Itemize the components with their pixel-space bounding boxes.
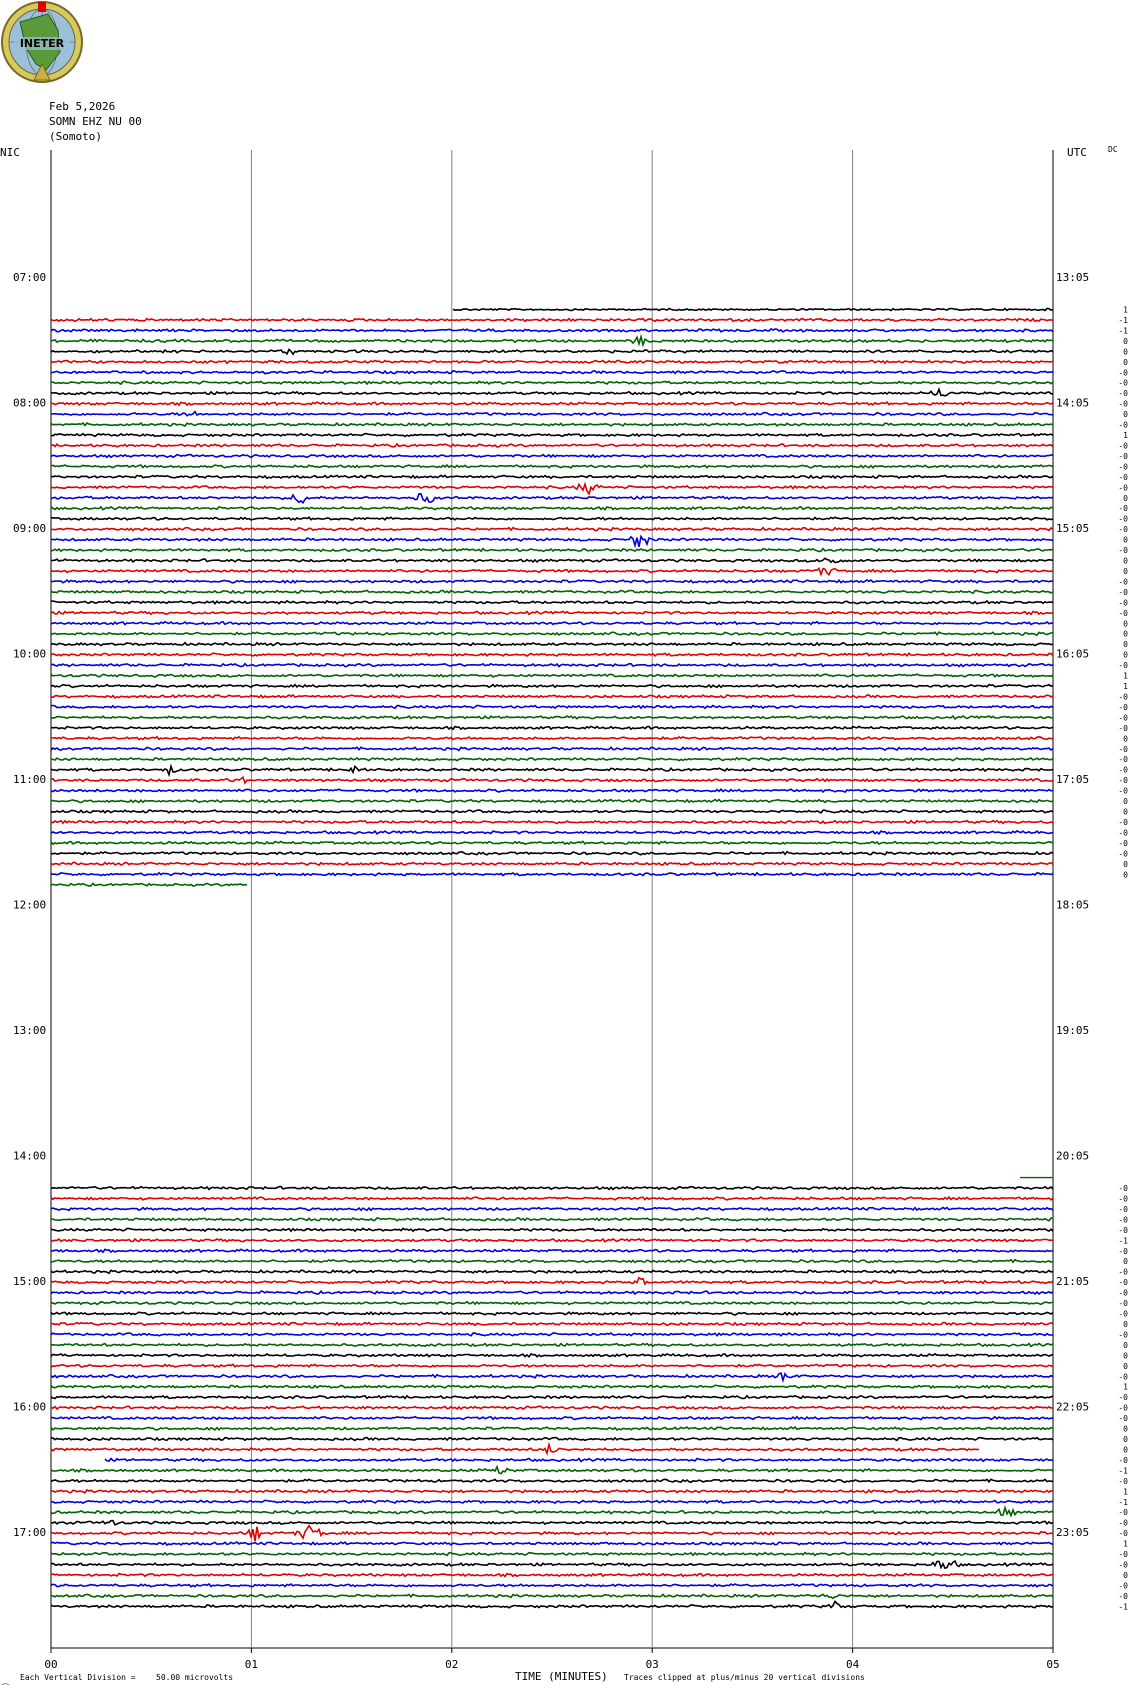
x-tick-label: 01 [244,1658,259,1671]
waveform-trace [51,412,1053,416]
hour-label-utc: 16:05 [1056,647,1090,661]
dc-offset-label: 1 [1123,431,1128,440]
waveform-trace [51,1594,1053,1598]
dc-offset-label: -0 [1118,525,1128,535]
hour-label-utc: 17:05 [1056,773,1090,786]
hour-label-local: 13:00 [13,1024,47,1037]
waveform-trace [51,747,1053,750]
waveform-trace [51,685,1053,688]
dc-offset-label: -1 [1118,1236,1128,1246]
dc-offset-label: -0 [1118,451,1128,461]
waveform-trace [51,873,1053,876]
dc-offset-label: 0 [1123,629,1128,639]
dc-offset-label: -0 [1118,441,1128,451]
dc-offset-label: 0 [1123,535,1128,545]
hour-label-utc: 20:05 [1056,1149,1090,1163]
dc-offset-label: -0 [1118,838,1128,848]
hour-label-utc: 19:05 [1056,1024,1090,1037]
waveform-trace [51,319,1053,322]
waveform-trace [51,402,1053,405]
dc-offset-label: -0 [1118,849,1128,859]
x-tick-label: 00 [44,1658,58,1671]
dc-offset-label: 0 [1123,797,1128,807]
waveform-trace [51,1574,1053,1577]
dc-offset-label: -0 [1118,483,1128,493]
waveform-trace [51,1323,1053,1326]
dc-offset-label: -0 [1118,817,1128,827]
waveform-trace [51,350,1053,355]
waveform-trace [51,1364,1053,1367]
waveform-trace [51,821,1053,824]
waveform-trace [51,611,1053,614]
x-tick-label: 02 [445,1658,459,1671]
dc-offset-label: 1 [1123,1487,1128,1497]
dc-offset-label: 0 [1123,1361,1128,1371]
dc-offset-label: -0 [1118,1476,1128,1486]
dc-offset-label: -0 [1118,1518,1128,1528]
waveform-trace [51,653,1053,656]
dc-offset-label: 0 [1123,1435,1128,1444]
dc-offset-label: -0 [1118,598,1128,608]
dc-offset-label: -0 [1118,1299,1128,1309]
waveform-trace [51,1508,1053,1516]
dc-offset-label: -1 [1118,315,1128,325]
dc-offset-label: 0 [1123,1340,1128,1350]
dc-offset-label: -0 [1118,1393,1128,1403]
dc-offset-label: -0 [1118,1581,1128,1591]
waveform-trace [51,1208,1053,1211]
waveform-trace [51,810,1053,813]
dc-label: DC [1108,145,1118,154]
waveform-trace [51,1490,1053,1493]
waveform-trace [51,1427,1053,1430]
hour-label-local: 17:00 [13,1526,47,1539]
dc-offset-label: -0 [1118,399,1128,409]
location-label: (Somoto) [49,130,102,143]
dc-offset-label: 0 [1123,493,1128,503]
waveform-trace [51,1312,1053,1315]
dc-offset-label: 0 [1123,410,1128,420]
dc-offset-label: -1 [1118,1497,1128,1507]
waveform-trace [51,1584,1053,1587]
x-tick-label: 03 [645,1658,659,1671]
dc-offset-label: -0 [1118,1267,1128,1277]
waveform-trace [51,632,1053,635]
waveform-trace [51,789,1053,792]
dc-offset-label: -0 [1118,1330,1128,1340]
dc-offset-label: -0 [1118,587,1128,597]
waveform-trace [51,360,1053,363]
dc-offset-label: -0 [1118,546,1128,556]
x-axis-title: TIME (MINUTES) [515,1670,608,1683]
waveform-trace [51,1333,1053,1336]
dc-offset-label: -0 [1118,661,1128,671]
left-zone-label: NIC [0,146,20,159]
waveform-trace [51,568,1053,574]
waveform-trace [51,1542,1053,1545]
waveform-trace [51,507,1053,510]
hour-label-local: 07:00 [13,271,47,284]
waveform-trace [51,601,1053,604]
waveform-trace [51,716,1053,719]
dc-offset-label: -0 [1118,776,1128,786]
logo-text: INETER [19,37,65,50]
dc-offset-label: 0 [1123,1257,1128,1267]
dc-offset-label: 0 [1123,336,1128,346]
dc-offset-label: 0 [1123,1351,1128,1361]
waveform-trace [51,1373,1053,1380]
waveform-trace [51,726,1053,729]
date-label: Feb 5,2026 [49,100,116,113]
dc-offset-label: -0 [1118,1508,1128,1518]
waveform-trace [51,1526,1053,1541]
dc-offset-label: -0 [1118,1246,1128,1256]
waveform-trace [105,1459,1053,1462]
dc-offset-label: -0 [1118,755,1128,765]
waveform-trace [51,1187,1053,1190]
waveform-trace [51,1396,1053,1399]
waveform-trace [51,528,1053,531]
dc-offset-label: 0 [1123,619,1128,629]
dc-offset-label: -0 [1118,1550,1128,1560]
dc-offset-label: 0 [1123,640,1128,650]
waveform-trace [51,558,1053,562]
dc-offset-label: -0 [1118,472,1128,482]
waveform-trace [51,883,247,886]
dc-offset-label: 1 [1123,1382,1128,1392]
waveform-trace [51,484,1053,494]
waveform-trace [51,381,1053,384]
waveform-trace [51,1561,1053,1568]
waveform-trace [51,1354,1053,1357]
waveform-trace [51,766,1053,774]
dc-offset-label: -0 [1118,744,1128,754]
dc-offset-label: 0 [1123,1319,1128,1329]
waveform-trace [51,674,1053,677]
dc-offset-label: 1 [1123,682,1128,691]
dc-offset-label: -0 [1118,1560,1128,1570]
dc-offset-label: -1 [1118,1466,1128,1476]
hour-label-local: 11:00 [13,773,47,786]
dc-offset-label: -0 [1118,1372,1128,1382]
waveform-trace [51,590,1053,593]
dc-offset-label: -0 [1118,1225,1128,1235]
hour-label-utc: 21:05 [1056,1275,1090,1288]
dc-offset-label: -0 [1118,1455,1128,1465]
waveform-trace [51,622,1053,625]
waveform-trace [51,517,1053,520]
waveform-trace [51,1406,1053,1409]
dc-offset-label: 1 [1123,671,1128,681]
waveform-trace [51,1278,1053,1284]
waveform-trace [51,777,1053,783]
dc-offset-label: -0 [1118,504,1128,514]
dc-offset-label: -1 [1118,326,1128,336]
waveform-trace [51,1445,979,1454]
waveform-trace [51,371,1053,374]
hour-label-local: 08:00 [13,396,47,410]
waveform-trace [51,1385,1053,1388]
waveform-trace [51,1467,1053,1474]
x-tick-label: 04 [845,1658,860,1671]
dc-offset-label: -0 [1118,378,1128,388]
hour-label-utc: 13:05 [1056,271,1090,284]
dc-offset-label: 0 [1123,870,1128,880]
waveform-trace [51,329,1053,332]
dc-offset-label: -0 [1118,692,1128,702]
hour-label-local: 15:00 [13,1275,47,1288]
dc-offset-label: -0 [1118,1414,1128,1424]
hour-label-utc: 15:05 [1056,522,1090,535]
hour-label-utc: 18:05 [1056,898,1090,912]
waveform-trace [51,831,1053,834]
dc-offset-label: 0 [1123,357,1128,367]
corner-mark: ⁔ [2,1676,9,1685]
dc-offset-label: 0 [1123,859,1128,869]
dc-offset-label: -0 [1118,1288,1128,1298]
waveform-trace [51,1291,1053,1294]
waveform-trace [51,737,1053,740]
dc-offset-label: 0 [1123,566,1128,576]
dc-offset-label: 0 [1123,807,1128,817]
waveform-trace [51,1260,1053,1263]
hour-label-local: 16:00 [13,1400,47,1414]
waveform-trace [51,1521,1053,1525]
waveform-trace [51,1249,1053,1252]
dc-offset-label: -0 [1118,786,1128,796]
waveform-trace [51,337,1053,345]
dc-offset-label: 0 [1123,734,1128,744]
dc-offset-label: -0 [1118,1215,1128,1225]
waveform-trace [51,1553,1053,1556]
waveform-trace [51,423,1053,426]
waveform-trace [51,800,1053,803]
waveform-trace [51,841,1053,844]
dc-offset-label: -0 [1118,608,1128,618]
dc-offset-label: -0 [1118,1529,1128,1539]
dc-offset-label: -0 [1118,514,1128,524]
waveform-trace [51,444,1053,447]
dc-offset-label: -0 [1118,1184,1128,1193]
station-label: SOMN EHZ NU 00 [49,115,142,128]
dc-offset-label: -0 [1118,828,1128,838]
waveform-trace [51,1417,1053,1420]
dc-offset-label: -0 [1118,723,1128,733]
dc-offset-label: 0 [1123,650,1128,660]
waveform-trace [51,434,1053,437]
hour-label-local: 12:00 [13,898,47,912]
dc-offset-label: -0 [1118,713,1128,723]
dc-offset-label: -0 [1118,1309,1128,1319]
dc-offset-label: -0 [1118,389,1128,399]
waveform-trace [51,580,1053,583]
waveform-trace [51,494,1053,503]
dc-offset-label: 0 [1123,1445,1128,1455]
dc-offset-label: -0 [1118,577,1128,587]
waveform-trace [51,758,1053,761]
waveform-trace [51,1218,1053,1221]
hour-label-utc: 22:05 [1056,1400,1090,1414]
waveform-trace [51,706,1053,709]
dc-offset-label: -0 [1118,420,1128,430]
dc-offset-label: 1 [1123,1539,1128,1549]
waveform-trace [51,389,1053,396]
hour-label-utc: 14:05 [1056,396,1090,410]
waveform-trace [51,862,1053,865]
footer-clip-note: Traces clipped at plus/minus 20 vertical divisions [624,1673,865,1682]
waveform-trace [51,537,1053,547]
waveform-trace [51,475,1053,478]
waveform-trace [51,1479,1053,1482]
waveform-trace [51,1239,1053,1242]
waveform-trace [51,455,1053,458]
dc-offset-label: 0 [1123,347,1128,357]
waveform-trace [51,1228,1053,1231]
hour-label-local: 09:00 [13,522,47,535]
waveform-trace [51,1270,1053,1273]
hour-label-local: 14:00 [13,1149,47,1163]
footer-scale-label: Each Vertical Division = [20,1673,136,1682]
dc-offset-label: -0 [1118,702,1128,712]
dc-offset-label: 0 [1123,1570,1128,1580]
waveform-trace [51,1500,1053,1503]
waveform-trace [51,1601,1053,1607]
dc-offset-label: -0 [1118,1194,1128,1204]
waveform-trace [51,695,1053,698]
x-tick-label: 05 [1046,1658,1060,1671]
waveform-trace [51,1438,1053,1441]
dc-offset-label: -0 [1118,368,1128,378]
waveform-trace [51,852,1053,855]
dc-offset-label: -0 [1118,765,1128,775]
dc-offset-label: -0 [1118,1278,1128,1288]
hour-label-utc: 23:05 [1056,1526,1090,1539]
waveform-trace [51,549,1053,552]
dc-offset-label: 0 [1123,1424,1128,1434]
waveform-trace [51,465,1053,468]
dc-offset-label: 0 [1123,556,1128,566]
dc-offset-label: 1 [1123,305,1128,315]
waveform-trace [51,1302,1053,1305]
dc-offset-label: -0 [1118,1591,1128,1601]
dc-offset-label: -0 [1118,462,1128,472]
dc-offset-label: -1 [1118,1602,1128,1612]
waveform-trace [51,1344,1053,1347]
waveform-trace [51,664,1053,667]
dc-offset-label: -0 [1118,1403,1128,1413]
dc-offset-label: -0 [1118,1204,1128,1214]
footer-scale-value: 50.00 microvolts [156,1673,234,1682]
waveform-trace [51,1197,1053,1200]
right-zone-label: UTC [1067,146,1087,159]
waveform-trace [51,643,1053,646]
hour-label-local: 10:00 [13,647,47,661]
waveform-trace [453,309,1053,311]
